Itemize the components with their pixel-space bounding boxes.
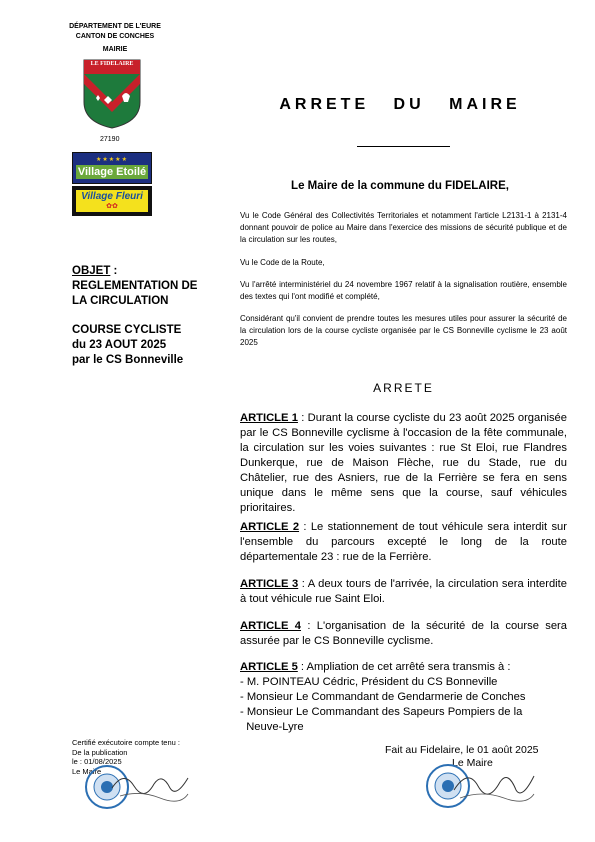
postal-code: 27190 <box>100 136 120 143</box>
maire-heading: Le Maire de la commune du FIDELAIRE, <box>291 180 509 192</box>
article-1-label: ARTICLE 1 <box>240 412 298 424</box>
article-3 <box>240 577 567 607</box>
article-4-text: : L'organisation de la sécurité de la course sera assurée par le CS Bonneville cyclisme. <box>240 620 567 647</box>
considerant-2: Vu le Code de la Route, <box>240 258 325 267</box>
department-line: DÉPARTEMENT DE L'EURE <box>69 23 161 30</box>
flowers-icon: ✿✿ <box>106 203 118 210</box>
certificate-line: Certifié exécutoire compte tenu : <box>72 738 180 747</box>
objet-line-1: REGLEMENTATION DE <box>72 280 198 292</box>
objet-label: OBJET <box>72 265 111 277</box>
course-line-1: COURSE CYCLISTE <box>72 324 182 336</box>
stars-icon: ★★★★★ <box>96 157 128 163</box>
certificate-line: le : 01/08/2025 <box>72 757 122 766</box>
canton-line: CANTON DE CONCHES <box>75 33 155 40</box>
ampliation-item: - Monsieur Le Commandant de Gendarmerie de Conches <box>240 691 526 703</box>
article-5-text: : Ampliation de cet arrêté sera transmis à : <box>297 661 511 673</box>
maire-signature-label: Le Maire <box>452 757 493 769</box>
village-fleuri-label: Village Fleuri <box>76 190 148 212</box>
mairie-label: MAIRIE <box>102 46 128 53</box>
objet-block <box>72 264 232 368</box>
article-2 <box>240 520 567 565</box>
considerant-3: Vu l'arrêté interministériel du 24 novembre 1967 relatif à la signalisation routière, ensemble des textes qui l'ont modifié et complété, <box>240 280 567 301</box>
signature-scribble-icon <box>110 768 190 809</box>
signature-scribble-icon <box>452 768 536 809</box>
considerant-4: Considérant qu'il convient de prendre toutes les mesures utiles pour assurer la sécurité de la circulation lors de la course cycliste organisée par le CS Bonneville cyclisme le 23 août 2025 <box>240 314 567 347</box>
article-3-text: : A deux tours de l'arrivée, la circulation sera interdite à tout véhicule rue Saint Eloi. <box>240 578 567 605</box>
article-5-label: ARTICLE 5 <box>240 661 298 673</box>
crest-banner-text: LE FIDELAIRE <box>90 61 134 67</box>
village-etoile-badge <box>72 152 152 184</box>
considerant-1: Vu le Code Général des Collectivités Territoriales et notamment l'article L2131-1 à 2131-4 donnant pouvoir de police au Maire dans l'exercice des missions de sécurité publique et de la circulation sur les routes, <box>240 211 567 244</box>
title-underline <box>357 146 450 147</box>
document-title: ARRETE DU MAIRE <box>279 96 521 113</box>
ampliation-item: - Monsieur Le Commandant des Sapeurs Pompiers de la <box>240 706 523 718</box>
arrete-heading: ARRETE <box>373 381 434 395</box>
article-5 <box>240 660 567 735</box>
article-1 <box>240 411 567 516</box>
objet-colon: : <box>110 265 118 277</box>
certificate-line: De la publication <box>72 747 128 757</box>
fait-au-line: Fait au Fidelaire, le 01 août 2025 <box>385 744 539 756</box>
certificate-line: Le Maire <box>72 766 102 776</box>
article-2-text: : Le stationnement de tout véhicule sera interdit sur l'ensemble du parcours excepté le long de la route départementale 23 : rue de la Ferrière. <box>240 521 567 563</box>
article-4-label: ARTICLE 4 <box>240 620 302 632</box>
course-line-2: du 23 AOUT 2025 <box>72 339 167 351</box>
article-1-text: : Durant la course cycliste du 23 août 2025 organisée par le CS Bonneville cyclisme à l'occasion de la fête communale, la circulation sur les voies suivantes : rue St Eloi, rue Flandres Dunkerque, rue de Maison Flèche, rue du Stade, rue du Châtelier, rue des Asniers, rue de la Ferrière se fera en sens unique dans le même sens que la course, sauf véhicules prioritaires. <box>240 412 567 514</box>
village-etoile-label: Village Etoilé <box>77 166 147 178</box>
objet-line-2: LA CIRCULATION <box>72 295 169 307</box>
article-3-label: ARTICLE 3 <box>240 578 299 590</box>
ampliation-item: - M. POINTEAU Cédric, Président du CS Bonneville <box>240 676 498 688</box>
coat-of-arms-icon <box>82 58 142 130</box>
article-4 <box>240 619 567 649</box>
ampliation-item: Neuve-Lyre <box>240 721 304 733</box>
article-2-label: ARTICLE 2 <box>240 521 300 533</box>
course-line-3: par le CS Bonneville <box>72 354 184 366</box>
village-fleuri-badge <box>72 186 152 216</box>
